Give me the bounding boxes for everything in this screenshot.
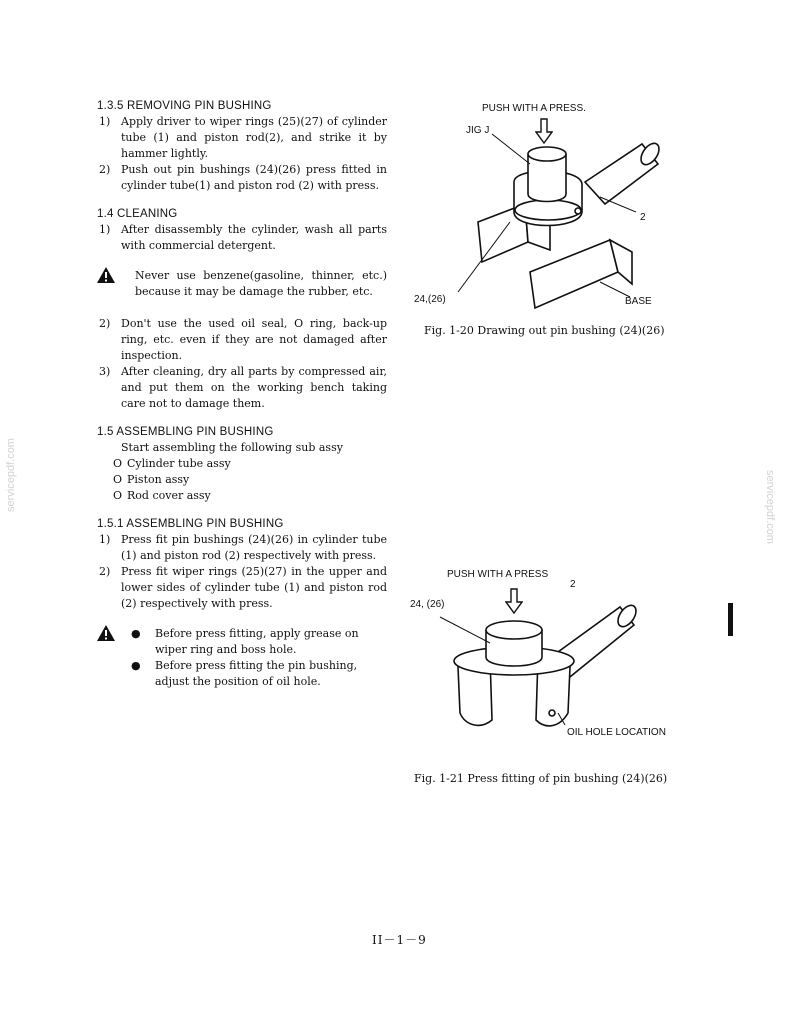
item-text: After cleaning, dry all parts by compressed air, and put them on the working bench taking care not to damage them.	[121, 365, 387, 410]
section-1-4	[97, 206, 387, 412]
sub-assy-text: Rod cover assy	[127, 489, 211, 502]
section-heading: 1.5 ASSEMBLING PIN BUSHING	[97, 426, 274, 438]
item-text: Press fit wiper rings (25)(27) in the upper and lower sides of cylinder tube (1) and piston rod (2) respectively with press.	[121, 565, 387, 610]
circle-mark: O	[113, 473, 123, 486]
item-number: 1)	[99, 115, 111, 128]
bullet-item	[131, 626, 387, 658]
bullet-mark: ●	[131, 659, 141, 672]
section-heading: 1.4 CLEANING	[97, 208, 178, 220]
list-item	[97, 114, 387, 162]
section-1-5	[97, 424, 387, 504]
sub-assy-item	[97, 456, 387, 472]
label-part-2: 2	[640, 212, 646, 223]
item-text: Push out pin bushings (24)(26) press fitted in cylinder tube(1) and piston rod (2) with press.	[121, 163, 387, 192]
section-heading: 1.5.1 ASSEMBLING PIN BUSHING	[97, 518, 284, 530]
item-text: Don't use the used oil seal, O ring, back-up ring, etc. even if they are not damaged after inspection.	[121, 317, 387, 362]
item-text: Press fit pin bushings (24)(26) in cylinder tube (1) and piston rod (2) respectively with press.	[121, 533, 387, 562]
list-item	[97, 162, 387, 194]
down-arrow-icon	[505, 588, 523, 614]
margin-bar	[728, 603, 733, 636]
item-number: 2)	[99, 565, 111, 578]
label-part-2: 2	[570, 579, 576, 590]
item-number: 2)	[99, 163, 111, 176]
item-number: 2)	[99, 317, 111, 330]
item-number: 1)	[99, 223, 111, 236]
label-base: BASE	[625, 296, 652, 307]
figure-caption: Fig. 1-21 Press fitting of pin bushing (24)(26)	[414, 772, 668, 785]
item-text: After disassembly the cylinder, wash all parts with commercial detergent.	[121, 223, 387, 252]
bullet-item	[131, 658, 387, 690]
item-number: 1)	[99, 533, 111, 546]
bullet-mark: ●	[131, 627, 141, 640]
sub-assy-item	[97, 472, 387, 488]
section-1-5-1	[97, 516, 387, 690]
label-push-with-press: PUSH WITH A PRESS.	[482, 103, 586, 114]
warning-triangle-icon	[97, 267, 115, 283]
list-item	[97, 564, 387, 612]
page-number: II－1－9	[372, 933, 427, 947]
label-push-with-press: PUSH WITH A PRESS	[447, 569, 549, 580]
section-intro: Start assembling the following sub assy	[121, 441, 343, 454]
down-arrow-icon	[535, 118, 553, 144]
sub-assy-text: Piston assy	[127, 473, 190, 486]
warning-note	[97, 268, 387, 300]
section-1-3-5	[97, 98, 387, 194]
sub-assy-item	[97, 488, 387, 504]
figure-caption: Fig. 1-20 Drawing out pin bushing (24)(26)	[424, 324, 665, 337]
list-item	[97, 364, 387, 412]
label-oil-hole-location: OIL HOLE LOCATION	[567, 727, 666, 738]
circle-mark: O	[113, 457, 123, 470]
label-jig-j: JIG J	[466, 125, 490, 136]
list-item	[97, 222, 387, 254]
section-heading: 1.3.5 REMOVING PIN BUSHING	[97, 100, 272, 112]
watermark-left: servicepdf.com	[5, 438, 17, 512]
label-bushing: 24,(26)	[414, 294, 446, 305]
warning-triangle-icon	[97, 625, 115, 641]
watermark-right: servicepdf.com	[764, 470, 776, 544]
item-text: Apply driver to wiper rings (25)(27) of cylinder tube (1) and piston rod(2), and strike it by hammer lightly.	[121, 115, 387, 160]
warning-note	[97, 626, 387, 690]
label-bushing: 24, (26)	[410, 599, 445, 610]
circle-mark: O	[113, 489, 123, 502]
sub-assy-text: Cylinder tube assy	[127, 457, 231, 470]
bullet-text: Before press fitting, apply grease on wiper ring and boss hole.	[155, 627, 359, 656]
bullet-text: Before press fitting the pin bushing, adjust the position of oil hole.	[155, 659, 358, 688]
text-column	[97, 98, 387, 706]
warning-text: Never use benzene(gasoline, thinner, etc.) because it may be damage the rubber, etc.	[135, 269, 387, 298]
list-item	[97, 316, 387, 364]
item-number: 3)	[99, 365, 111, 378]
list-item	[97, 532, 387, 564]
